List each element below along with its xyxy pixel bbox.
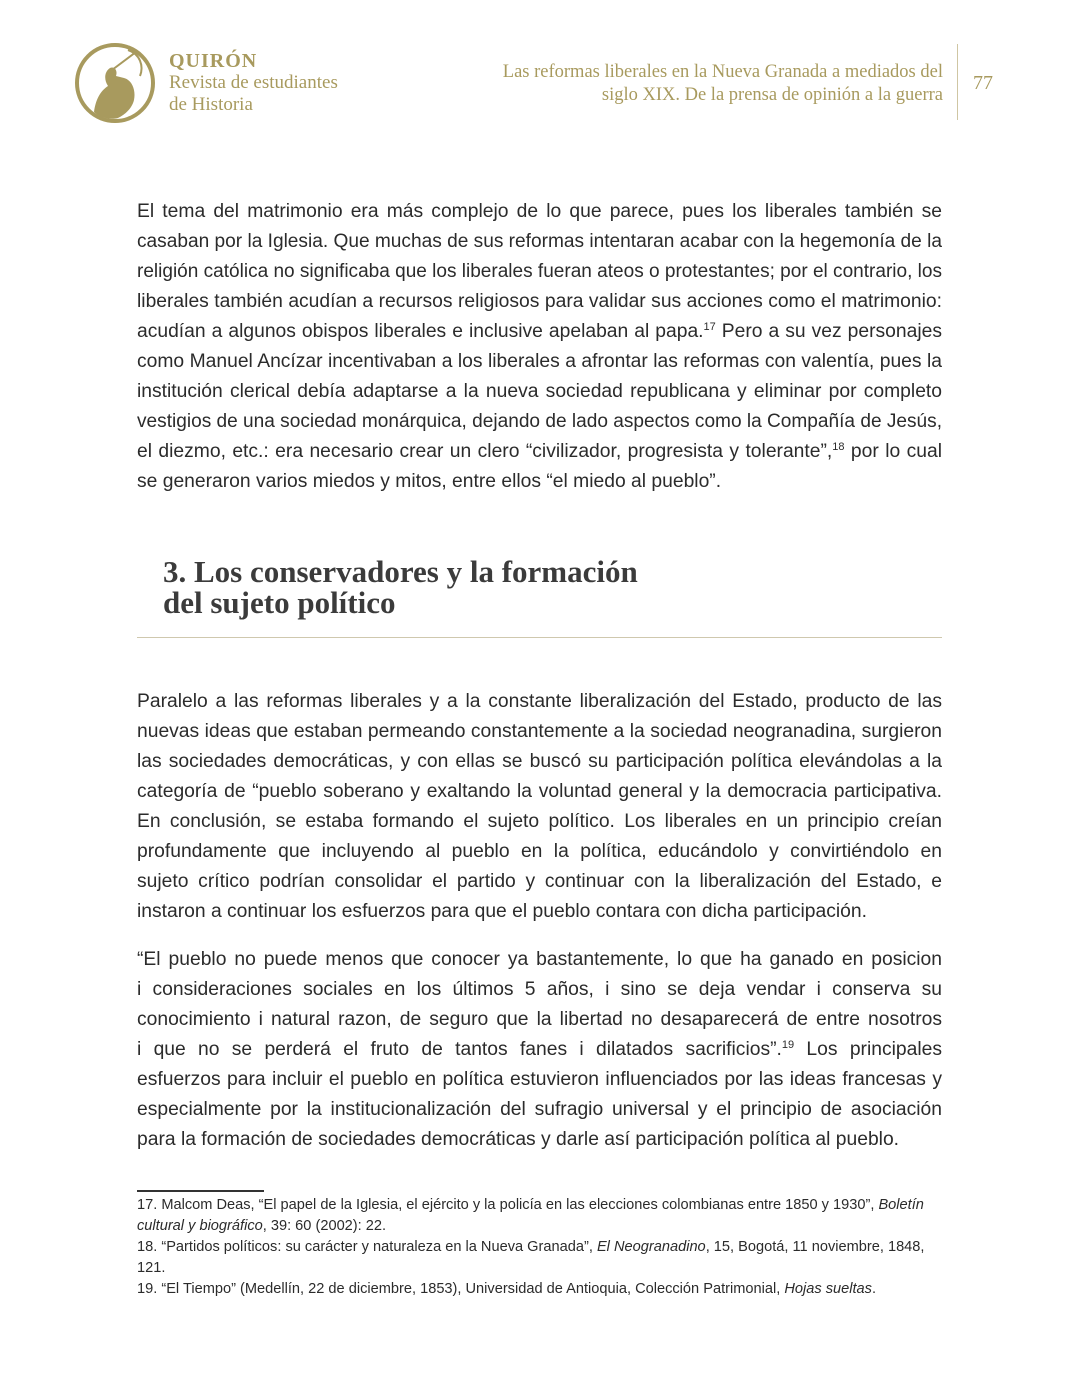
text-run: i que no se perderá el fruto de tantos fanes i dilatados sacrificios”. <box>137 1039 782 1060</box>
text-line-content <box>137 287 942 317</box>
text-line <box>137 747 942 777</box>
text-run: acudían a algunos obispos liberales e inclusive apelaban al papa. <box>137 321 704 342</box>
text-line <box>137 197 942 227</box>
text-run: se generaron varios miedos y mitos, entre ellos “el miedo al pueblo”. <box>137 471 722 492</box>
citation-title: El Neogranadino <box>596 1239 706 1255</box>
text-run: como Manuel Ancízar incentivaban a los liberales a afrontar las reformas con valentía, pues la <box>137 351 942 372</box>
footnote-reference[interactable]: 17 <box>703 321 716 333</box>
journal-subtitle: de Historia <box>169 94 253 115</box>
text-run: sujeto crítico podrían consolidar el partido y continuar con la liberalización del Estado, e <box>137 871 942 892</box>
section-heading <box>163 556 638 618</box>
text-run: profundamente que incluyendo al pueblo en la política, educándolo y convirtiéndolo en <box>137 841 942 862</box>
text-run: conocimiento i natural razon, de seguro que la libertad no desaparecerá de entre nosotros <box>137 1009 942 1030</box>
text-line-content <box>137 467 721 497</box>
text-run: categoría de “pueblo soberano y exaltando la voluntad general y la democracia participativa. <box>137 781 942 802</box>
text-line <box>137 1005 942 1035</box>
text-line-content <box>137 377 942 407</box>
text-run: especialmente por la institucionalización del sufragio universal y el principio de asociación <box>137 1099 942 1120</box>
section-heading-line: del sujeto político <box>163 585 396 620</box>
text-line <box>137 227 942 257</box>
text-line <box>137 807 942 837</box>
header-divider <box>957 44 958 120</box>
running-title-line: Las reformas liberales en la Nueva Granada a mediados del <box>502 62 943 82</box>
text-run: liberales también acudían a recursos religiosos para validar sus acciones como el matrimonio: <box>137 291 942 312</box>
text-line <box>137 287 942 317</box>
text-line <box>137 1125 942 1155</box>
text-line-content <box>137 975 942 1005</box>
text-line <box>137 867 942 897</box>
text-line <box>137 687 942 717</box>
text-line <box>137 347 942 377</box>
text-line-content <box>137 945 942 975</box>
text-line <box>137 407 942 437</box>
journal-brand <box>169 50 338 116</box>
text-line <box>137 377 942 407</box>
text-run: religión católica no significaba que los liberales fueran ateos o protestantes; por el contrario, los <box>137 261 942 282</box>
footnote <box>137 1279 942 1300</box>
text-line-content <box>137 1125 899 1155</box>
text-run: por lo cual <box>844 441 942 462</box>
text-line <box>137 717 942 747</box>
text-line <box>137 317 942 347</box>
journal-subtitle: Revista de estudiantes <box>169 72 338 93</box>
text-line-content <box>137 407 942 437</box>
text-run: “El pueblo no puede menos que conocer ya bastantemente, lo que ha ganado en posicion <box>137 949 942 970</box>
running-title-line: siglo XIX. De la prensa de opinión a la guerra <box>601 85 943 105</box>
text-run: El tema del matrimonio era más complejo de lo que parece, pues los liberales también se <box>137 201 942 222</box>
text-line <box>137 837 942 867</box>
body-paragraph <box>137 197 942 497</box>
footnote-text: 17. Malcom Deas, “El papel de la Iglesia, el ejército y la policía en las elecciones colombianas entre 1850 y 1930”, <box>137 1197 879 1213</box>
text-line <box>137 1095 942 1125</box>
text-run: Paralelo a las reformas liberales y a la constante liberalización del Estado, producto de las <box>137 691 942 712</box>
section-heading-line: 3. Los conservadores y la formación <box>163 554 638 589</box>
text-line-content <box>137 747 942 777</box>
text-line <box>137 897 942 927</box>
text-line-content <box>137 837 942 867</box>
footnote-reference[interactable]: 19 <box>781 1039 795 1051</box>
text-line <box>137 1035 942 1065</box>
journal-name: QUIRÓN <box>169 50 258 72</box>
text-line <box>137 1065 942 1095</box>
text-run: En conclusión, se estaba formando el sujeto político. Los liberales en un principio creían <box>137 811 942 832</box>
text-line-content <box>137 777 942 807</box>
text-run: Los principales <box>794 1039 942 1060</box>
text-line-content <box>137 437 942 467</box>
text-line-content <box>137 1035 942 1065</box>
section-divider <box>137 637 942 638</box>
body-paragraph <box>137 945 942 1155</box>
footnotes <box>137 1195 942 1300</box>
footnote-text: , 39: 60 (2002): 22. <box>262 1218 387 1234</box>
text-run: el diezmo, etc.: era necesario crear un clero “civilizador, progresista y tolerante”, <box>137 441 833 462</box>
text-line-content <box>137 867 942 897</box>
text-line-content <box>137 257 942 287</box>
text-line-content <box>137 807 942 837</box>
footnote-text: 18. “Partidos políticos: su carácter y naturaleza en la Nueva Granada”, <box>137 1239 597 1255</box>
centaur-archer-icon <box>74 42 156 124</box>
text-run: para la formación de sociedades democráticas y darle así participación política al pueblo. <box>137 1129 900 1150</box>
text-line <box>137 777 942 807</box>
text-run: las sociedades democráticas, y con ellas se buscó su participación política elevándolas a la <box>137 751 942 772</box>
footnote-text: 19. “El Tiempo” (Medellín, 22 de diciembre, 1853), Universidad de Antioquia, Colección Patrimonial, <box>137 1281 785 1297</box>
text-line-content <box>137 687 942 717</box>
citation-title: Boletín cultural y biográfico <box>137 1197 924 1234</box>
text-line-content <box>137 1005 942 1035</box>
text-line <box>137 945 942 975</box>
text-line <box>137 257 942 287</box>
text-line-content <box>137 227 942 257</box>
text-run: casaban por la Iglesia. Que muchas de sus reformas intentaran acabar con la hegemonía de la <box>137 231 942 252</box>
text-line-content <box>137 347 942 377</box>
text-line <box>137 975 942 1005</box>
text-line-content <box>137 1065 942 1095</box>
text-run: vestigios de una sociedad monárquica, dejando de lado aspectos como la Compañía de Jesús, <box>137 411 942 432</box>
footnote-text: , 15, Bogotá, 11 noviembre, 1848, 121. <box>137 1239 925 1276</box>
text-line-content <box>137 197 942 227</box>
footnote-divider <box>137 1190 264 1192</box>
text-run: instaron a continuar los esfuerzos para que el pueblo contara con dicha participación. <box>137 901 867 922</box>
text-line-content <box>137 317 942 347</box>
footnote-text: . <box>871 1281 876 1297</box>
text-run: nuevas ideas que estaban permeando constantemente a la sociedad neogranadina, surgieron <box>137 721 942 742</box>
footnote-reference[interactable]: 18 <box>832 441 845 453</box>
footnote <box>137 1195 942 1237</box>
text-line-content <box>137 897 867 927</box>
text-run: i consideraciones sociales en los últimos 5 años, i sino se deja vendar i conserva su <box>137 979 942 1000</box>
running-title <box>503 61 943 107</box>
text-run: Pero a su vez personajes <box>715 321 942 342</box>
text-line-content <box>137 1095 942 1125</box>
footnote <box>137 1237 942 1279</box>
text-line <box>137 467 942 497</box>
page-number: 77 <box>973 72 993 94</box>
text-line-content <box>137 717 942 747</box>
text-line <box>137 437 942 467</box>
body-paragraph <box>137 687 942 927</box>
citation-title: Hojas sueltas <box>784 1281 872 1297</box>
text-run: esfuerzos para incluir el pueblo en política estuvieron influenciados por las ideas francesas y <box>137 1069 942 1090</box>
text-run: institución clerical debía adaptarse a la nueva sociedad republicana y eliminar por completo <box>137 381 942 402</box>
